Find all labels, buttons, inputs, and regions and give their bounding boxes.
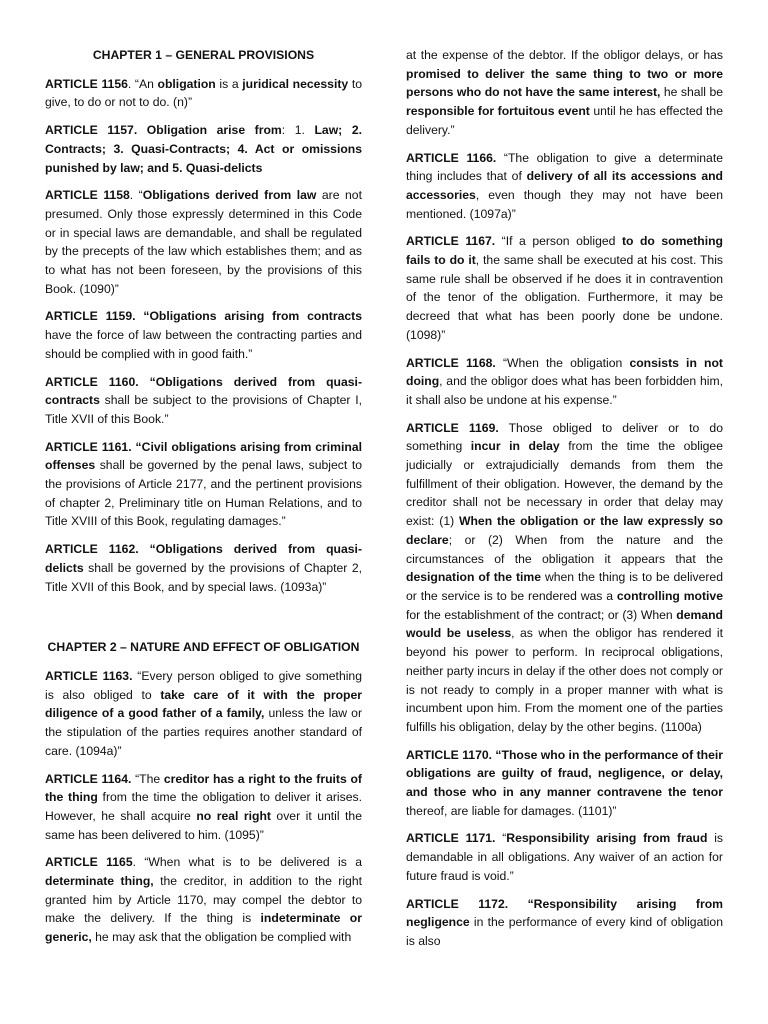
bold-text-run: ARTICLE 1169. xyxy=(406,420,499,435)
text-run: when the thing is to be delivered or the service is to be rendered was a xyxy=(406,570,723,603)
text-run: in the performance of every kind of obligation is also xyxy=(406,915,723,948)
article-1172 xyxy=(406,895,723,951)
bold-text-run: demand would be useless xyxy=(406,607,723,641)
article-1171 xyxy=(406,829,723,885)
text-run: from the time the obligation to deliver it arises. However, he shall acquire xyxy=(45,790,362,823)
article-1169 xyxy=(406,419,723,737)
bold-text-run: responsible for fortuitous event xyxy=(406,104,590,119)
text-run: . “An xyxy=(127,76,158,91)
bold-text-run: no real right xyxy=(196,808,271,823)
bold-text-run: promised to deliver the same thing to two or more persons who do not have the same interest, xyxy=(406,66,723,100)
bold-text-run: creditor has a right to the fruits of the thing xyxy=(45,771,362,805)
bold-text-run: ARTICLE 1159. “Obligations arising from contracts xyxy=(45,309,362,324)
bold-text-run: take care of it with the proper diligence of a good father of a family, xyxy=(45,687,362,721)
article-1157 xyxy=(45,121,362,177)
bold-text-run: incur in delay xyxy=(470,439,560,454)
bold-text-run: delivery of all its accessions and accessories xyxy=(406,169,723,202)
article-1158 xyxy=(45,186,362,298)
text-run: at the expense of the debtor. If the obligor delays, or has xyxy=(406,48,723,62)
right-column xyxy=(406,46,723,960)
article-1168 xyxy=(406,354,723,410)
text-run: “ xyxy=(495,831,507,846)
bold-text-run: ARTICLE 1166. xyxy=(406,150,497,165)
bold-text-run: ARTICLE 1157. Obligation arise from xyxy=(45,123,282,138)
bold-text-run: consists in not doing xyxy=(406,355,723,389)
chapter-2-title: CHAPTER 2 – NATURE AND EFFECT OF OBLIGATION xyxy=(47,640,360,655)
text-run: is a xyxy=(215,76,243,91)
bold-text-run: ARTICLE 1156 xyxy=(45,76,128,91)
text-run: for the establishment of the contract; or (3) When xyxy=(406,607,677,622)
bold-text-run: ARTICLE 1167. xyxy=(406,234,496,249)
article-1165-continued xyxy=(406,46,723,140)
article-1162 xyxy=(45,540,362,596)
text-run: over it until the same has been delivered to him. (1095)” xyxy=(45,808,362,842)
text-run: he may ask that the obligation be complied with xyxy=(91,930,352,945)
text-run: “When the obligation xyxy=(495,355,630,370)
bold-text-run: ARTICLE 1158 xyxy=(45,188,130,203)
bold-text-run: ARTICLE 1163. xyxy=(45,668,133,683)
article-1156 xyxy=(45,75,362,112)
text-run: are not presumed. Only those expressly determined in this Code or in special laws are demandable, and shall be regulated by the precepts of the law which establishes them; and as to what has not been foreseen, by the provisions of this Book. (1090)” xyxy=(45,188,362,296)
bold-text-run: Law; 2. Contracts; 3. Quasi-Contracts; 4. Act or omissions punished by law; and 5. Quasi-delicts xyxy=(45,123,362,175)
text-run: . “When what is to be delivered is a xyxy=(132,855,362,870)
text-run: “The xyxy=(131,771,164,786)
bold-text-run: designation of the time xyxy=(406,570,542,585)
text-run: , and the obligor does what has been forbidden him, it shall also be undone at his expense.” xyxy=(406,374,723,407)
bold-text-run: determinate thing, xyxy=(45,874,154,889)
bold-text-run: obligation xyxy=(157,76,216,91)
text-run: : 1. xyxy=(281,123,315,138)
bold-text-run: ARTICLE 1171. xyxy=(406,831,496,846)
bold-text-run: controlling motive xyxy=(616,588,723,603)
text-run: have the force of law between the contracting parties and should be complied with in good faith.” xyxy=(45,328,362,361)
bold-text-run: ARTICLE 1164. xyxy=(45,771,132,786)
text-run: unless the law or the stipulation of the parties requires another standard of care. (1094a)” xyxy=(45,706,363,758)
left-column xyxy=(45,46,362,956)
bold-text-run: Responsibility arising from fraud xyxy=(506,831,708,846)
text-run: until he has effected the delivery.” xyxy=(406,104,723,137)
bold-text-run: ARTICLE 1170. “Those who in the performance of their obligations are guilty of fraud, negligence, or delay, and those who in any manner contravene the tenor xyxy=(406,747,723,800)
bold-text-run: ARTICLE 1165 xyxy=(45,855,133,870)
article-1161 xyxy=(45,438,362,532)
article-1163 xyxy=(45,667,362,761)
bold-text-run: ARTICLE 1172. “Responsibility arising from negligence xyxy=(406,896,723,930)
text-run: “If a person obliged xyxy=(495,234,622,249)
article-1164 xyxy=(45,770,362,845)
text-run: “Every person obliged to give something is also obliged to xyxy=(45,668,362,702)
text-run: thereof, are liable for damages. (1101)” xyxy=(406,803,617,818)
bold-text-run: indeterminate or generic, xyxy=(45,911,362,945)
text-run: shall be governed by the penal laws, subject to the provisions of Article 2177, and the pertinent provisions of chapter 2, Preliminary title on Human Relations, and to Title XVIII of this Book, regulating damages.” xyxy=(45,458,362,529)
article-1170 xyxy=(406,746,723,821)
bold-text-run: juridical necessity xyxy=(242,76,349,91)
bold-text-run: to do something fails to do it xyxy=(406,234,723,268)
text-run: shall be subject to the provisions of Chapter I, Title XVII of this Book.” xyxy=(45,393,362,426)
text-run: . “ xyxy=(129,188,143,203)
bold-text-run: Obligations derived from law xyxy=(142,188,317,203)
article-1165 xyxy=(45,853,362,947)
text-run: from the time the obligee judicially or extrajudicially demands from them the fulfillment of their obligation. However, the demand by the creditor shall not be necessary in order that delay may exist: (1) xyxy=(406,439,723,529)
text-run: Those obliged to deliver or to do something xyxy=(406,420,723,454)
text-run: “The obligation to give a determinate thing includes that of xyxy=(406,150,723,184)
article-1167 xyxy=(406,232,723,344)
bold-text-run: When the obligation or the law expressly so declare xyxy=(406,514,723,547)
text-run: , as when the obligor has rendered it beyond his power to perform. In reciprocal obligations, neither party incurs in delay if the other does not comply or is not ready to comply in a proper manner with what is incumbent upon him. From the moment one of the parties fulfills his obligation, delay by the other begins. (1100a) xyxy=(406,626,723,734)
text-run: to give, to do or not to do. (n)” xyxy=(45,76,362,110)
text-run: , even though they may not have been mentioned. (1097a)” xyxy=(406,187,723,221)
article-1159 xyxy=(45,307,362,363)
text-run: the creditor, in addition to the right granted him by Article 1170, may compel the debtor to make the delivery. If the thing is xyxy=(45,874,362,926)
text-run: shall be governed by the provisions of Chapter 2, Title XVII of this Book, and by special laws. (1093a)” xyxy=(45,560,362,594)
bold-text-run: ARTICLE 1161. “Civil obligations arising from criminal offenses xyxy=(45,439,362,473)
text-run: ; or (2) When from the nature and the circumstances of the obligation it appears that the xyxy=(406,532,723,566)
chapter-1-title: CHAPTER 1 – GENERAL PROVISIONS xyxy=(92,48,315,62)
article-1160 xyxy=(45,373,362,429)
bold-text-run: ARTICLE 1168. xyxy=(406,355,496,370)
article-1166 xyxy=(406,149,723,224)
bold-text-run: ARTICLE 1160. “Obligations derived from quasi-contracts xyxy=(45,374,362,408)
text-run: he shall be xyxy=(660,85,723,100)
bold-text-run: ARTICLE 1162. “Obligations derived from quasi-delicts xyxy=(45,542,362,575)
text-run: is demandable in all obligations. Any waiver of an action for future fraud is void.” xyxy=(406,831,724,883)
text-run: , the same shall be executed at his cost. This same rule shall be observed if he does it in contravention of the tenor of the obligation. Furthermore, it may be decreed that what has been poorly done be undone. (1098)” xyxy=(406,253,723,342)
